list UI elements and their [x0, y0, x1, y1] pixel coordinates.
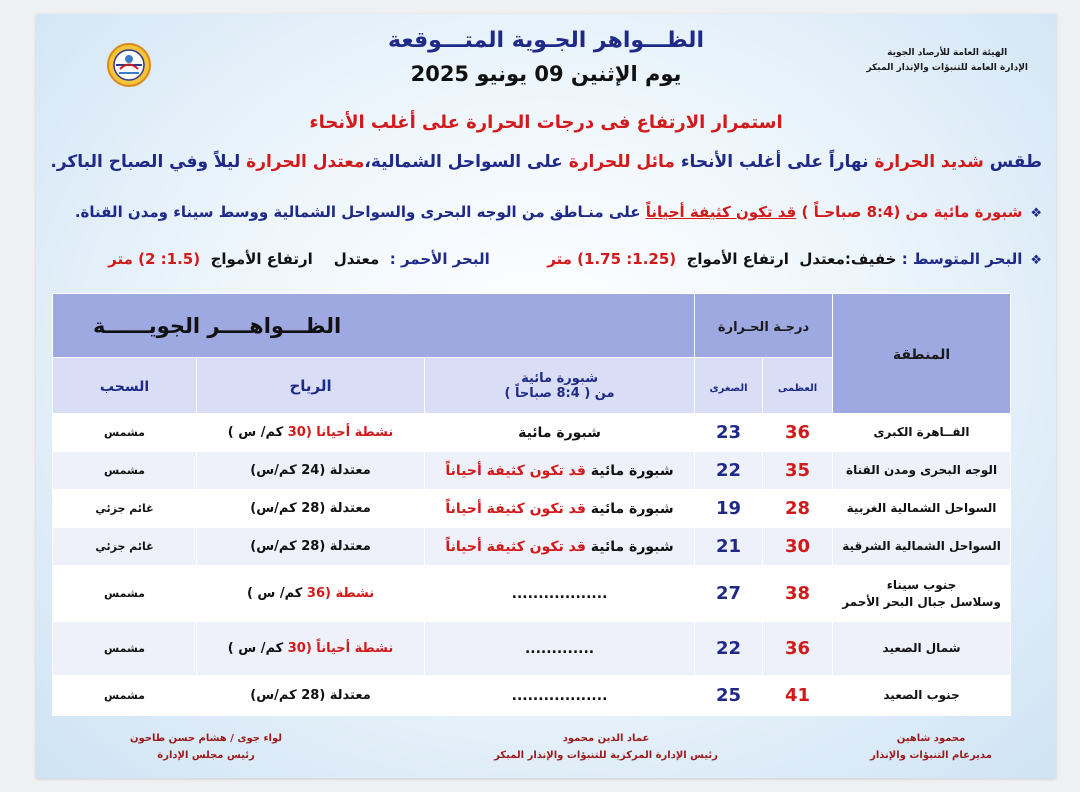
- bullet-icon: ❖: [1030, 206, 1042, 221]
- min-temp: 19: [695, 490, 763, 528]
- red-wave-label: ارتفاع الأمواج: [210, 250, 313, 268]
- fog-text: شبورة مائية: [518, 424, 601, 441]
- fog-part: شبورة مائية من (8:4 صباحـاً ): [796, 203, 1023, 221]
- fog-text: شبورة مائية: [585, 462, 674, 479]
- wind-speed: 36: [306, 586, 325, 601]
- sea-state: [108, 250, 1042, 268]
- table-row: [53, 452, 1011, 490]
- fog-cell: [425, 566, 695, 622]
- general-part: شديد الحرارة: [874, 152, 984, 172]
- bullet-icon: ❖: [1030, 253, 1042, 268]
- headline: استمرار الارتفاع فى درجات الحرارة على أغلب الأنحاء: [309, 112, 783, 133]
- max-temp: 36: [763, 622, 833, 676]
- max-temp: 35: [763, 452, 833, 490]
- max-temp: 30: [763, 528, 833, 566]
- fog-cell: [425, 622, 695, 676]
- fog-text: شبورة مائية: [585, 538, 674, 555]
- org-name: الهيئة العامة للأرصاد الجوية: [887, 48, 1008, 58]
- general-part: على السواحل الشمالية،: [364, 152, 569, 172]
- table-row: [53, 414, 1011, 452]
- general-part: طقس: [983, 152, 1042, 172]
- signature-name: عماد الدين محمود: [562, 733, 650, 744]
- med-wave-label: ارتفاع الأمواج: [686, 250, 789, 268]
- fog-text: ..................: [511, 585, 608, 602]
- fog-text: شبورة مائية: [585, 500, 674, 517]
- wind-unit: كم/ س ): [246, 586, 307, 601]
- wind-unit: كم/ س ): [227, 425, 288, 440]
- med-wave-value: (1.25: 1.75) متر: [547, 250, 677, 268]
- region-cell: شمال الصعيد: [833, 622, 1011, 676]
- org-block: [866, 46, 1028, 76]
- wind-speed: 30: [287, 425, 306, 440]
- min-temp: 22: [695, 452, 763, 490]
- region-line: وسلاسل جبال البحر الأحمر: [842, 594, 1001, 609]
- wind-cell: [197, 566, 425, 622]
- region-cell: السواحل الشمالية الغربية: [833, 490, 1011, 528]
- general-weather: [50, 152, 1042, 172]
- signature-title: مديرعام التنبؤات والإنذار: [870, 750, 992, 761]
- general-part: مائل للحرارة: [568, 152, 675, 172]
- signature-center: [466, 730, 746, 764]
- org-department: الإدارة العامة للتنبؤات والإنذار المبكر: [866, 63, 1028, 73]
- min-temp: 22: [695, 622, 763, 676]
- signature-title: رئيس الإدارة المركزية للتنبؤات والإنذار المبكر: [494, 750, 718, 761]
- region-cell: جنوب الصعيد: [833, 676, 1011, 716]
- signature-left: [96, 730, 316, 764]
- region-header: المنطقة: [833, 294, 1011, 414]
- clouds-cell: مشمس: [53, 566, 197, 622]
- min-header: الصغرى: [695, 358, 763, 414]
- phenomena-header: الظـــواهــــر الجويــــــة: [53, 294, 695, 358]
- general-part: ليلاً وفي الصباح الباكر.: [50, 152, 247, 172]
- min-temp: 23: [695, 414, 763, 452]
- temperature-header: درجـة الحـرارة: [695, 294, 833, 358]
- wind-header: الرياح: [197, 358, 425, 414]
- wind-active: نشطة أحيانا (: [305, 425, 394, 440]
- ema-logo-icon: [106, 42, 152, 88]
- fog-dense: قد تكون كثيفة أحياناً: [445, 500, 586, 517]
- region-line: جنوب سيناء: [886, 577, 957, 592]
- fog-cell: [425, 676, 695, 716]
- region-cell: القــاهرة الكبرى: [833, 414, 1011, 452]
- table-row: [53, 676, 1011, 716]
- med-state: خفيف:معتدل: [799, 250, 902, 268]
- wind-plain: معتدلة (28 كم/س): [250, 501, 371, 516]
- max-temp: 36: [763, 414, 833, 452]
- fog-text: ..................: [511, 687, 608, 704]
- clouds-header: السحب: [53, 358, 197, 414]
- red-wave-value: (1.5: 2) متر: [108, 250, 201, 268]
- min-temp: 21: [695, 528, 763, 566]
- fog-dense-note: قد تكون كثيفة أحياناً: [645, 203, 797, 221]
- region-cell: [833, 566, 1011, 622]
- forecast-date: يوم الإثنين 09 يونيو 2025: [410, 62, 682, 86]
- wind-speed: 30: [287, 641, 306, 656]
- page-title: الظـــواهر الجـوية المتـــوقعة: [387, 28, 704, 53]
- wind-cell: [197, 414, 425, 452]
- wind-plain: معتدلة (28 كم/س): [250, 539, 371, 554]
- max-header: العظمى: [763, 358, 833, 414]
- fog-cell: [425, 414, 695, 452]
- clouds-cell: مشمس: [53, 414, 197, 452]
- wind-plain: معتدلة (28 كم/س): [250, 688, 371, 703]
- wind-cell: [197, 528, 425, 566]
- red-sea-label: البحر الأحمر :: [389, 250, 490, 268]
- table-row: [53, 622, 1011, 676]
- forecast-sheet: [36, 14, 1056, 778]
- clouds-cell: مشمس: [53, 452, 197, 490]
- wind-cell: [197, 490, 425, 528]
- fog-dense: قد تكون كثيفة أحياناً: [445, 538, 586, 555]
- general-part: نهاراً على أغلب الأنحاء: [674, 152, 875, 172]
- wind-cell: [197, 676, 425, 716]
- clouds-cell: مشمس: [53, 622, 197, 676]
- signature-name: محمود شاهين: [896, 733, 966, 744]
- max-temp: 41: [763, 676, 833, 716]
- max-temp: 28: [763, 490, 833, 528]
- signature-title: رئيس مجلس الإدارة: [157, 750, 255, 761]
- fog-note: [75, 203, 1042, 221]
- fog-header: شبورة مائية من ( 8:4 صباحاً ): [425, 358, 695, 414]
- general-part: معتدل الحرارة: [246, 152, 365, 172]
- fog-cell: [425, 452, 695, 490]
- min-temp: 27: [695, 566, 763, 622]
- fog-text: .............: [524, 640, 595, 657]
- wind-cell: [197, 622, 425, 676]
- fog-cell: [425, 490, 695, 528]
- region-cell: الوجه البحرى ومدن القناة: [833, 452, 1011, 490]
- min-temp: 25: [695, 676, 763, 716]
- clouds-cell: مشمس: [53, 676, 197, 716]
- fog-dense: قد تكون كثيفة أحياناً: [445, 462, 586, 479]
- clouds-cell: غائم جزئي: [53, 490, 197, 528]
- signature-name: لواء جوى / هشام حسن طاحون: [129, 733, 283, 744]
- wind-cell: [197, 452, 425, 490]
- forecast-table: [52, 293, 1011, 716]
- fog-part: على منـاطق من الوجه البحرى والسواحل الشمالية ووسط سيناء ومدن القناة.: [74, 203, 646, 221]
- table-row: [53, 490, 1011, 528]
- table-row: [53, 566, 1011, 622]
- wind-plain: معتدلة (24 كم/س): [250, 463, 371, 478]
- fog-cell: [425, 528, 695, 566]
- signature-right: [846, 730, 1016, 764]
- red-sea-state: معتدل: [333, 250, 380, 268]
- table-row: [53, 528, 1011, 566]
- max-temp: 38: [763, 566, 833, 622]
- region-cell: السواحل الشمالية الشرقية: [833, 528, 1011, 566]
- wind-active: نشطة أحياناً (: [305, 641, 394, 656]
- wind-unit: كم/ س ): [227, 641, 288, 656]
- wind-active: نشطة (: [325, 586, 375, 601]
- clouds-cell: غائم جزئي: [53, 528, 197, 566]
- med-label: البحر المتوسط :: [901, 250, 1023, 268]
